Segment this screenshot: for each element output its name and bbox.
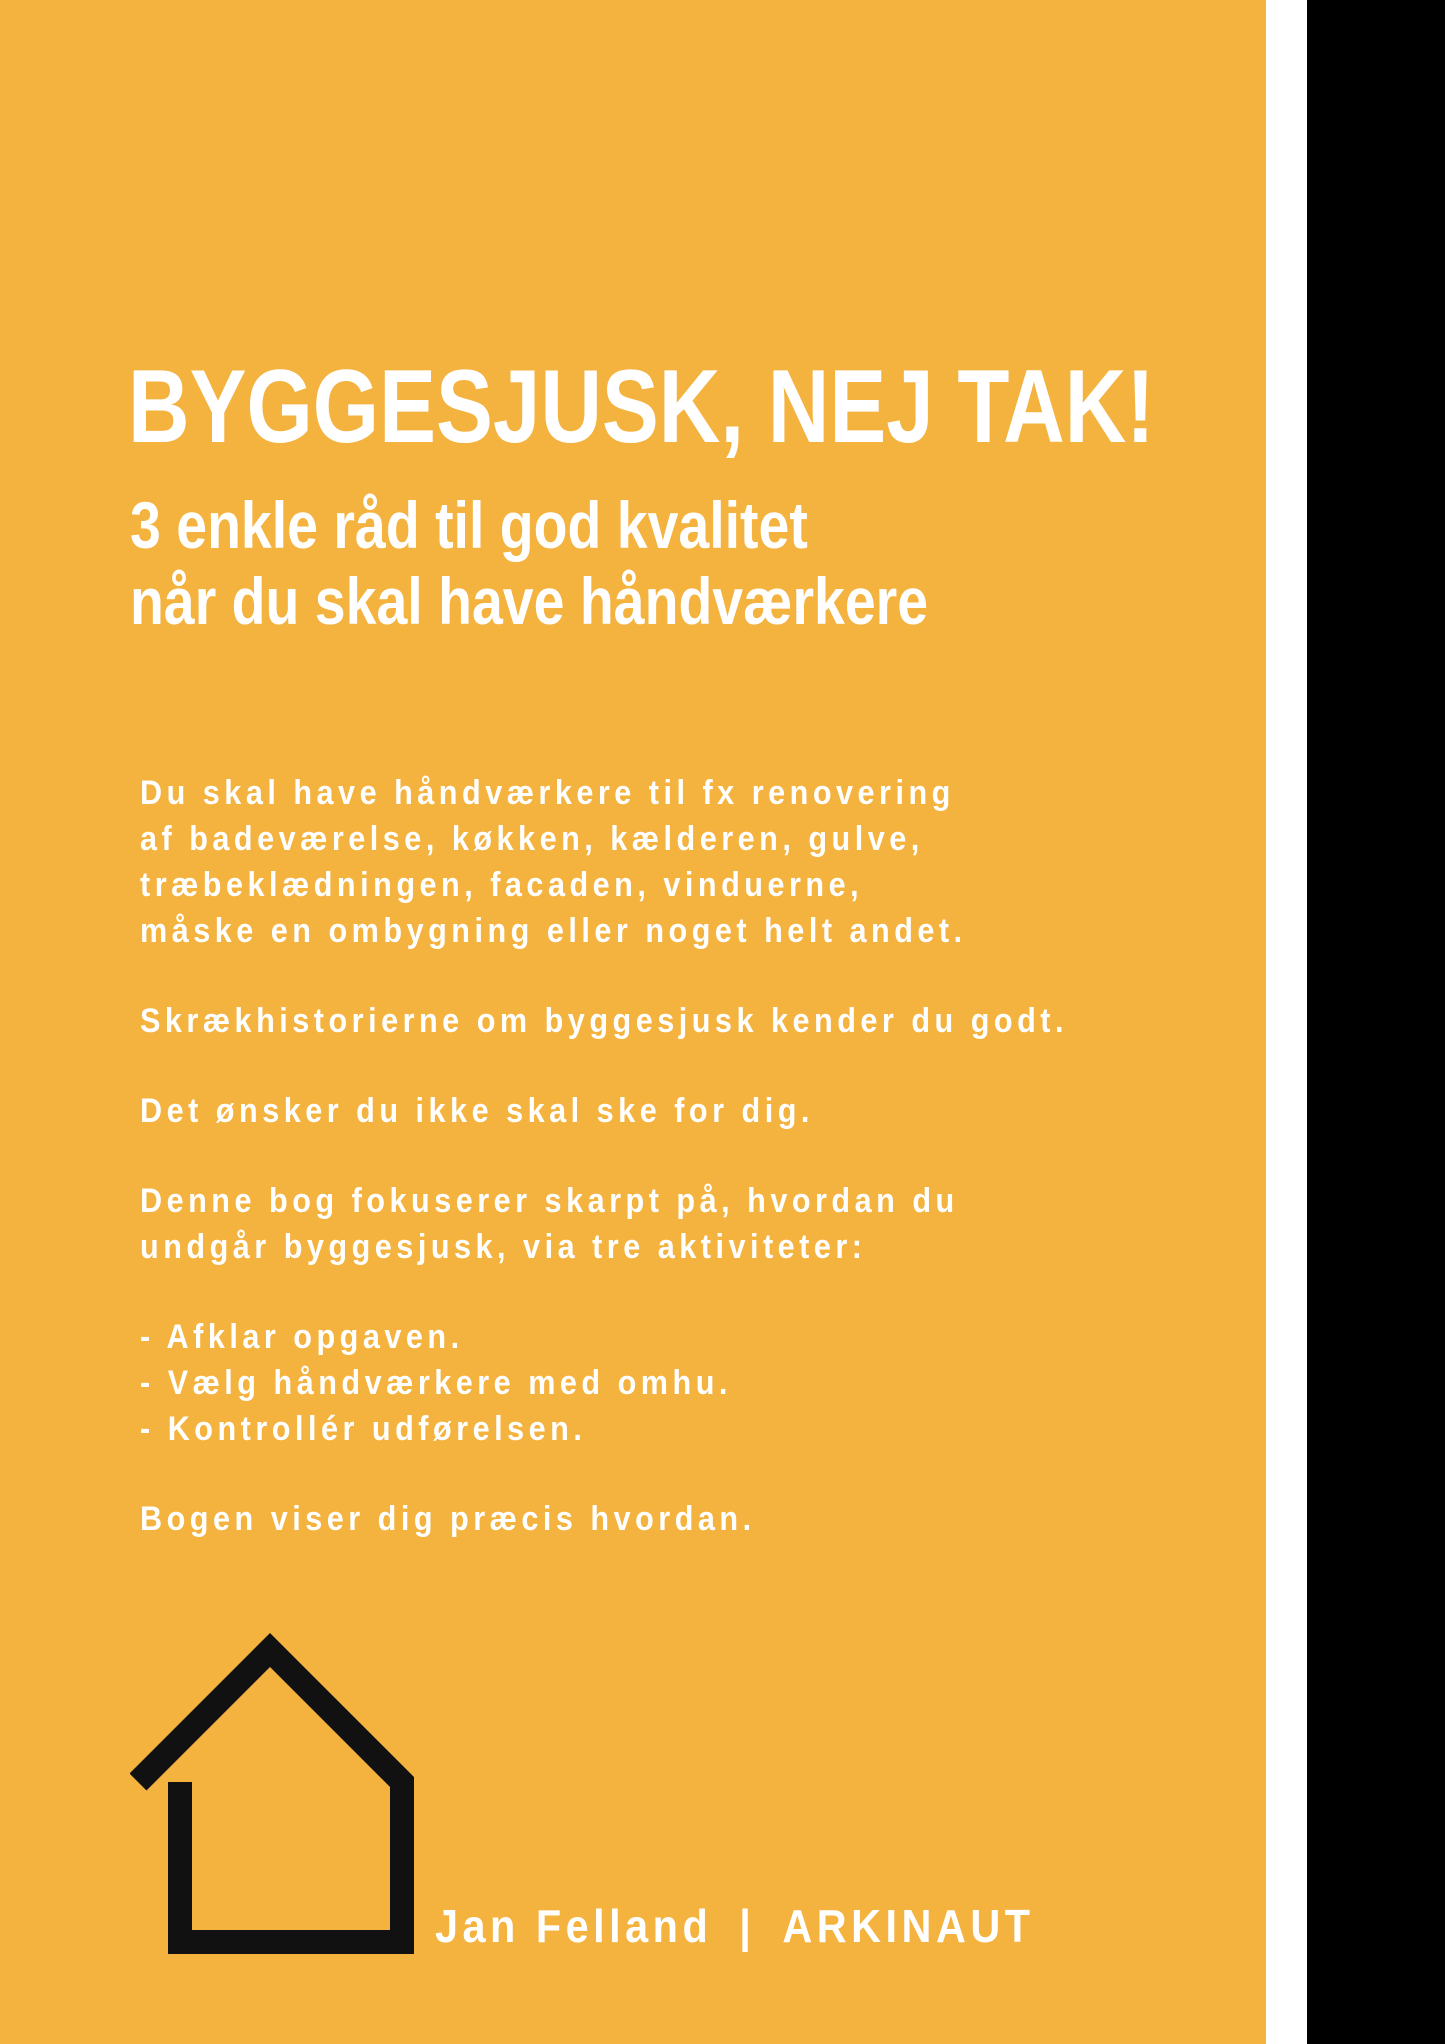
book-title: BYGGESJUSK, NEJ TAK! — [128, 349, 1155, 465]
blurb-paragraph-wish — [140, 1088, 1068, 1134]
blurb-line: af badeværelse, køkken, kælderen, gulve, — [140, 820, 924, 858]
blurb-line: undgår byggesjusk, via tre aktiviteter: — [140, 1228, 867, 1266]
blurb-line: Du skal have håndværkere til fx renovering — [140, 774, 955, 812]
author-line — [435, 1898, 1035, 1954]
blurb-paragraph-focus — [140, 1178, 1068, 1270]
cover-blurb — [140, 770, 1068, 1586]
blurb-line: Det ønsker du ikke skal ske for dig. — [140, 1092, 814, 1130]
blurb-paragraph-intro — [140, 770, 1068, 954]
publisher-name: ARKINAUT — [782, 1900, 1035, 1952]
book-subtitle — [130, 487, 928, 639]
house-outline-icon — [130, 1630, 415, 1955]
blurb-paragraph-closing — [140, 1496, 1068, 1542]
activity-item: - Afklar opgaven. — [140, 1318, 464, 1356]
subtitle-line: når du skal have håndværkere — [130, 564, 929, 638]
book-spine — [1307, 0, 1445, 2044]
blurb-activity-list — [140, 1314, 1068, 1452]
blurb-line: måske en ombygning eller noget helt andet. — [140, 912, 967, 950]
blurb-line: Denne bog fokuserer skarpt på, hvordan du — [140, 1182, 959, 1220]
blurb-line: Bogen viser dig præcis hvordan. — [140, 1500, 756, 1538]
activity-item: - Kontrollér udførelsen. — [140, 1410, 587, 1448]
subtitle-line: 3 enkle råd til god kvalitet — [130, 488, 808, 562]
blurb-line: Skrækhistorierne om byggesjusk kender du godt. — [140, 1002, 1068, 1040]
blurb-paragraph-horror-stories — [140, 998, 1068, 1044]
author-separator: | — [739, 1900, 756, 1952]
blurb-line: træbeklædningen, facaden, vinduerne, — [140, 866, 864, 904]
author-name: Jan Felland — [435, 1900, 713, 1952]
activity-item: - Vælg håndværkere med omhu. — [140, 1364, 732, 1402]
